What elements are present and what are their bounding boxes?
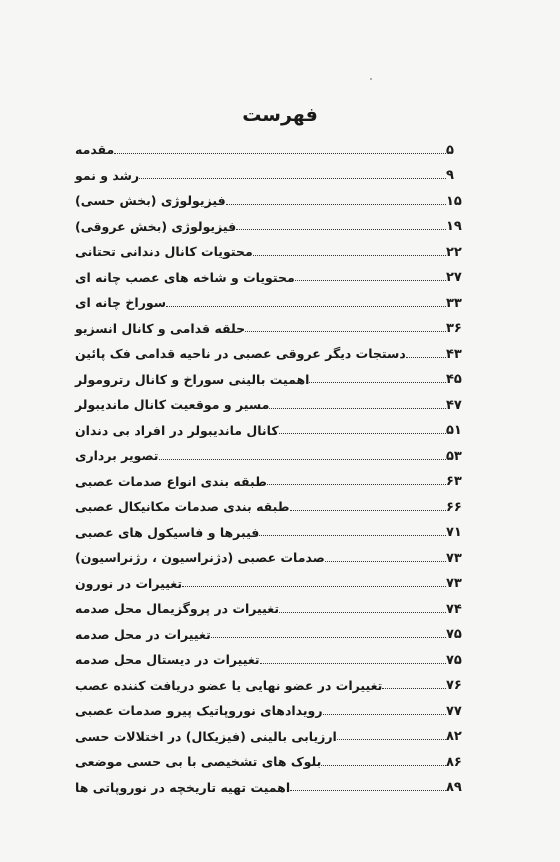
toc-page-number: ۲۷: [446, 270, 462, 285]
page-title: فهرست: [242, 104, 318, 126]
toc-entry-title: تصویر برداری: [75, 448, 159, 463]
toc-entry-title: فیبرها و فاسیکول های عصبی: [75, 524, 260, 540]
toc-entry: [72, 182, 480, 208]
dot-leader: [382, 688, 446, 689]
toc-entry-title: تغییرات در عضو نهایی یا عضو دریافت کننده عصب: [75, 677, 383, 693]
toc-page-number: ۷۷: [446, 703, 462, 719]
toc-entry-title: تغییرات در محل صدمه: [75, 626, 211, 642]
toc-page-number: ۹: [446, 168, 454, 183]
dot-leader: [211, 637, 446, 638]
dot-leader: [325, 561, 446, 562]
toc-entry: [72, 208, 480, 234]
toc-page-number: ۵۳: [446, 448, 462, 464]
toc-entry-title: کانال ماندیبولر در افراد بی دندان: [75, 422, 279, 438]
toc-entry-title: طبقه بندی انواع صدمات عصبی: [75, 473, 267, 489]
dot-leader: [290, 790, 446, 791]
toc-page-number: ۷۳: [446, 550, 462, 566]
dot-leader: [159, 459, 447, 460]
dot-leader: [114, 153, 446, 154]
toc-entry: [72, 361, 480, 387]
toc-entry: [72, 616, 480, 642]
dot-leader: [309, 382, 446, 383]
toc-entry-title: محتویات و شاخه های عصب چانه ای: [75, 269, 295, 285]
toc-entry-title: رویدادهای نوروپاتیک پیرو صدمات عصبی: [75, 703, 323, 718]
toc-entry: [72, 259, 480, 285]
dot-leader: [139, 178, 446, 179]
toc-entry-title: حلقه قدامی و کانال انسزیو: [75, 320, 246, 336]
dot-leader: [260, 663, 446, 664]
toc-entry: [72, 667, 480, 693]
toc-page-number: ۸۶: [446, 754, 462, 770]
dot-leader: [245, 331, 446, 332]
dot-leader: [337, 739, 446, 740]
toc-entry: [72, 310, 480, 336]
dot-leader: [226, 204, 446, 205]
toc-entry: [72, 386, 480, 412]
toc-page-number: ۷۳: [446, 576, 462, 591]
toc-entry-title: طبقه بندی صدمات مکانیکال عصبی: [75, 499, 290, 514]
dot-leader: [253, 255, 446, 256]
toc-entry-title: تغییرات در نورون: [75, 575, 183, 591]
toc-entry-title: دستجات دیگر عروقی عصبی در ناحیه قدامی فک پائین: [75, 346, 406, 361]
toc-entry: [72, 463, 480, 489]
dot-leader: [166, 306, 446, 307]
toc-entry: [72, 565, 480, 591]
toc-entry: [72, 590, 480, 616]
toc-entry: [72, 769, 480, 795]
toc-entry: [72, 514, 480, 540]
toc-entry-title: محتویات کانال دندانی تحتانی: [75, 244, 253, 259]
dot-leader: [295, 280, 446, 281]
toc-entry: [72, 284, 480, 310]
toc-entry: [72, 692, 480, 718]
dot-leader: [236, 229, 446, 230]
toc-entry-title: اهمیت تهیه تاریخچه در نوروپاتی ها: [75, 779, 291, 795]
dot-leader: [321, 765, 446, 766]
dot-leader: [279, 612, 446, 613]
toc-page-number: ۳۳: [446, 295, 462, 311]
toc-page-number: ۱۹: [446, 219, 462, 234]
toc-entry: [72, 233, 480, 259]
toc-entry-title: سوراخ چانه ای: [75, 295, 167, 310]
dot-leader: [290, 510, 446, 511]
toc-entry: [72, 718, 480, 744]
toc-page-number: ۸۲: [446, 729, 462, 744]
toc-entry-title: ارزیابی بالینی (فیزیکال) در اختلالات حسی: [75, 728, 337, 744]
toc-entry-title: بلوک های تشخیصی با بی حسی موضعی: [75, 754, 322, 769]
toc-entry: [72, 488, 480, 514]
toc-entry-title: صدمات عصبی (دژنراسیون ، رژنراسیون): [75, 550, 325, 565]
toc-entry: [72, 412, 480, 438]
toc-entry-title: فیزیولوژی (بخش حسی): [75, 193, 226, 208]
toc-page-number: ۶۶: [446, 499, 462, 515]
toc-page-number: ۵۱: [446, 423, 462, 438]
toc-entry-title: تغییرات در دیستال محل صدمه: [75, 652, 260, 667]
paper-speck: [370, 78, 372, 80]
toc-entry: [72, 157, 480, 183]
toc-page-number: ۲۲: [446, 244, 462, 260]
dot-leader: [279, 433, 446, 434]
dot-leader: [259, 535, 446, 536]
toc-entry-title: فیزیولوژی (بخش عروقی): [75, 218, 237, 234]
dot-leader: [406, 357, 446, 358]
toc-page-number: ۶۳: [446, 474, 462, 489]
toc-entry-title: اهمیت بالینی سوراخ و کانال رترومولر: [75, 371, 310, 387]
toc-page-number: ۷۴: [446, 601, 462, 617]
toc-entry-title: رشد و نمو: [75, 167, 140, 183]
dot-leader: [267, 484, 446, 485]
toc-page-number: ۴۷: [446, 397, 462, 413]
table-of-contents: [72, 131, 480, 794]
toc-page-number: ۷۶: [446, 678, 462, 693]
toc-entry: [72, 743, 480, 769]
toc-entry-title: مسیر و موقعیت کانال ماندیبولر: [75, 397, 270, 412]
toc-page-number: ۳۶: [446, 321, 462, 336]
dot-leader: [269, 408, 446, 409]
toc-entry: [72, 131, 480, 157]
dot-leader: [323, 714, 446, 715]
toc-page-number: ۷۵: [446, 652, 462, 668]
toc-page-number: ۱۵: [446, 193, 462, 209]
toc-page-number: ۵: [446, 142, 454, 158]
toc-entry: [72, 641, 480, 667]
toc-page-number: ۴۳: [446, 346, 462, 362]
toc-entry-title: تغییرات در پروگزیمال محل صدمه: [75, 601, 280, 616]
toc-entry-title: مقدمه: [75, 142, 115, 157]
toc-entry: [72, 335, 480, 361]
toc-entry: [72, 437, 480, 463]
toc-page-number: ۴۵: [446, 372, 462, 387]
toc-entry: [72, 539, 480, 565]
dot-leader: [182, 586, 446, 587]
toc-page-number: ۷۵: [446, 627, 462, 642]
toc-page-number: ۷۱: [446, 525, 462, 540]
toc-page-number: ۸۹: [446, 780, 462, 795]
